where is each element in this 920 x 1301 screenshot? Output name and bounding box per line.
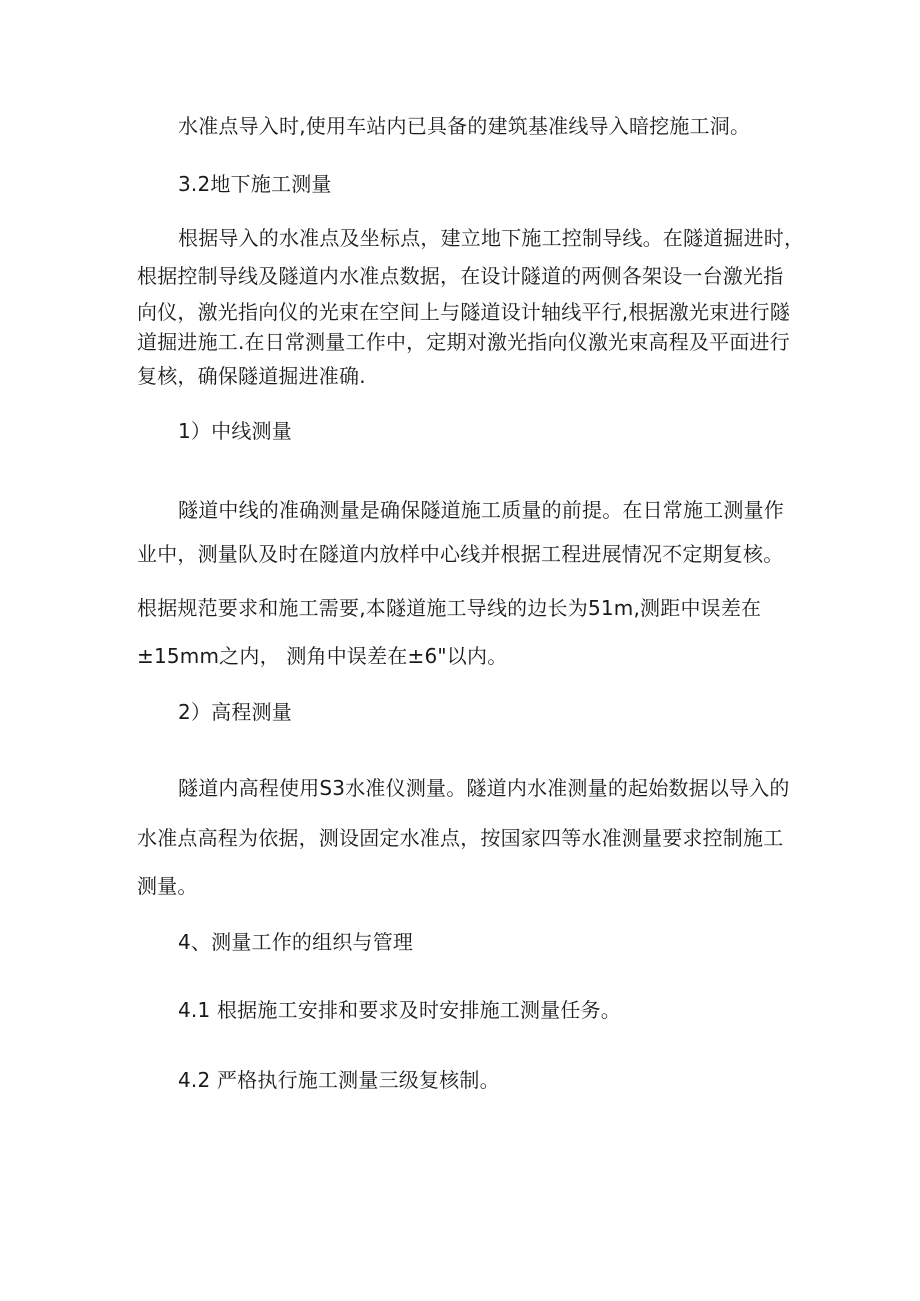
paragraph-line: 道掘进施工.在日常测量工作中，定期对激光指向仪激光束高程及平面进行 <box>137 330 790 354</box>
paragraph-line: 根据导入的水准点及坐标点，建立地下施工控制导线。在隧道掘进时， <box>178 226 805 250</box>
paragraph-line: ±15mm之内， 测角中误差在±6"以内。 <box>137 644 508 668</box>
subsection-heading-centerline: 1）中线测量 <box>178 419 292 443</box>
section-heading-3-2: 3.2地下施工测量 <box>178 172 332 196</box>
paragraph-line: 复核，确保隧道掘进准确. <box>137 364 366 388</box>
paragraph-line: 隧道中线的准确测量是确保隧道施工质量的前提。在日常施工测量作 <box>178 498 784 522</box>
list-item-4-1: 4.1 根据施工安排和要求及时安排施工测量任务。 <box>178 998 621 1022</box>
paragraph-line: 水准点高程为依据，测设固定水准点，按国家四等水准测量要求控制施工 <box>137 826 784 850</box>
paragraph-line: 水准点导入时,使用车站内已具备的建筑基准线导入暗挖施工洞。 <box>178 114 751 138</box>
paragraph-line: 测量。 <box>137 874 198 898</box>
paragraph-line: 隧道内高程使用S3水准仪测量。隧道内水准测量的起始数据以导入的 <box>178 776 790 800</box>
paragraph-line: 业中，测量队及时在隧道内放样中心线并根据工程进展情况不定期复核。 <box>137 542 784 566</box>
list-item-4-2: 4.2 严格执行施工测量三级复核制。 <box>178 1068 500 1092</box>
paragraph-line: 根据控制导线及隧道内水准点数据，在设计隧道的两侧各架设一台激光指 <box>137 264 784 288</box>
paragraph-line: 根据规范要求和施工需要,本隧道施工导线的边长为51m,测距中误差在 <box>137 596 762 620</box>
subsection-heading-elevation: 2）高程测量 <box>178 700 292 724</box>
section-heading-4: 4、测量工作的组织与管理 <box>178 930 414 954</box>
paragraph-line: 向仪，激光指向仪的光束在空间上与隧道设计轴线平行,根据激光束进行隧 <box>137 300 790 324</box>
